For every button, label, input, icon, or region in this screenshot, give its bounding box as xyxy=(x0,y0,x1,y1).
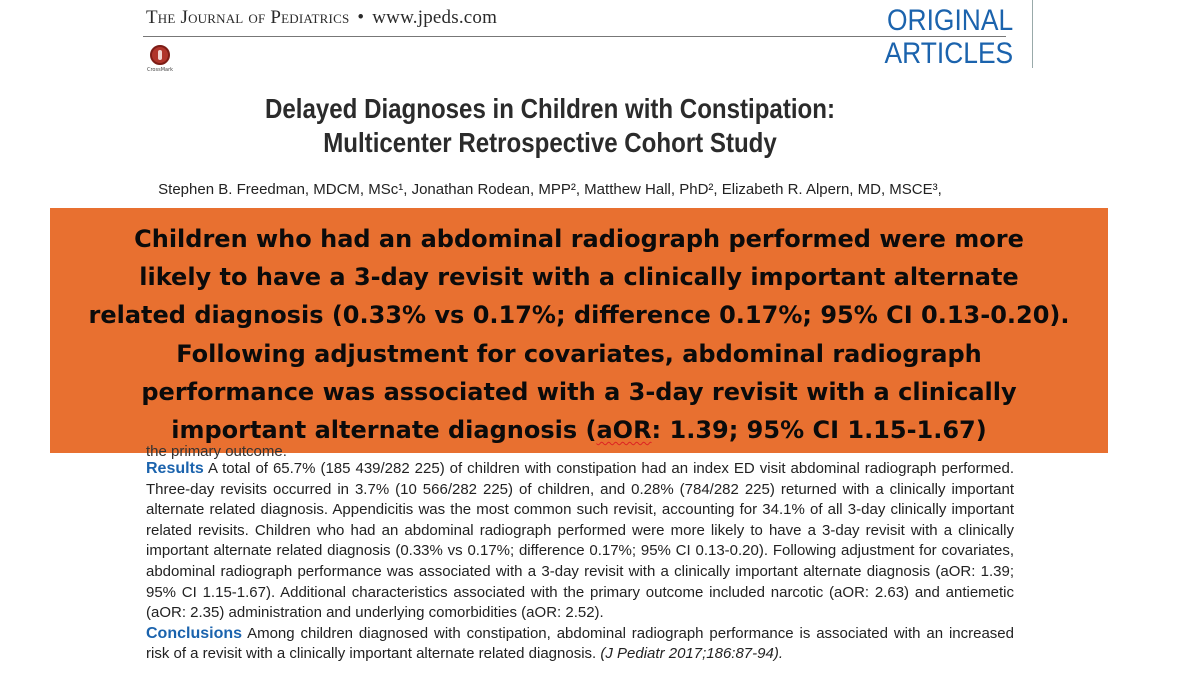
journal-header xyxy=(146,7,497,29)
section-label-line1: ORIGINAL xyxy=(886,4,1013,37)
author-list: Stephen B. Freedman, MDCM, MSc¹, Jonathan Rodean, MPP², Matthew Hall, PhD², Elizabeth R. Alpern, MD, MSCE³, xyxy=(158,181,942,198)
citation: (J Pediatr 2017;186:87-94). xyxy=(600,645,783,663)
spellcheck-marked-word: aOR xyxy=(596,416,652,445)
callout-line-4: Following adjustment for covariates, abdominal radiograph xyxy=(176,339,982,368)
conclusions-label: Conclusions xyxy=(146,624,243,642)
journal-website: www.jpeds.com xyxy=(372,7,498,28)
highlight-callout xyxy=(50,208,1108,453)
crossmark-logo[interactable] xyxy=(147,45,173,81)
section-label xyxy=(884,4,1013,70)
callout-line-1: Children who had an abdominal radiograph performed were more xyxy=(134,225,1024,253)
conclusions-text: Among children diagnosed with constipation, abdominal radiograph performance is associated with an increased risk of a revisit with a clinically important alternate related diagnosis. xyxy=(146,624,1014,663)
crossmark-icon xyxy=(150,45,170,65)
crossmark-label: CrossMark xyxy=(147,67,174,73)
article-title-line1: Delayed Diagnoses in Children with Constipation: xyxy=(265,93,835,124)
callout-line-6-end: : 1.39; 95% CI 1.15-1.67) xyxy=(651,416,987,445)
header-separator: • xyxy=(357,7,365,28)
section-label-line2: ARTICLES xyxy=(884,37,1013,70)
header-rule xyxy=(143,36,1006,37)
callout-line-6-start: important alternate diagnosis ( xyxy=(171,416,597,445)
results-paragraph xyxy=(146,459,1014,624)
callout-line-5: performance was associated with a 3-day revisit with a clinically xyxy=(141,377,1017,406)
abstract-body xyxy=(146,459,1014,665)
partial-text: the primary outcome. xyxy=(146,443,287,460)
side-rule xyxy=(1032,0,1033,68)
conclusions-paragraph xyxy=(146,624,1014,665)
callout-line-3: related diagnosis (0.33% vs 0.17%; difference 0.17%; 95% CI 0.13-0.20). xyxy=(88,301,1070,330)
article-title-line2: Multicenter Retrospective Cohort Study xyxy=(323,127,777,158)
results-text: A total of 65.7% (185 439/282 225) of children with constipation had an index ED visit abdominal radiograph performed. Three-day revisits occurred in 3.7% (10 566/282 225) of children, and 0.28% (784/282 225) returned with a clinically important alternate related diagnosis. Appendicitis was the most common such revisit, accounting for 34.1% of all 3-day clinically important related revisits. Children who had an abdominal radiograph performed were more likely to have a 3-day revisit with a clinically important alternate related diagnosis (0.33% vs 0.17%; difference 0.17%; 95% CI 0.13-0.20). Following adjustment for covariates, abdominal radiograph performance was associated with a 3-day revisit with a clinically important alternate diagnosis (aOR: 1.39; 95% CI 1.15-1.67). Additional characteristics associated with the primary outcome included narcotic (aOR: 2.63) and antiemetic (aOR: 2.35) administration and underlying comorbidities (aOR: 2.52). xyxy=(146,460,1014,622)
callout-line-2: likely to have a 3-day revisit with a clinically important alternate xyxy=(139,263,1019,292)
journal-name: The Journal of Pediatrics xyxy=(146,7,350,28)
article-title xyxy=(77,92,1023,160)
results-label: Results xyxy=(146,460,204,477)
